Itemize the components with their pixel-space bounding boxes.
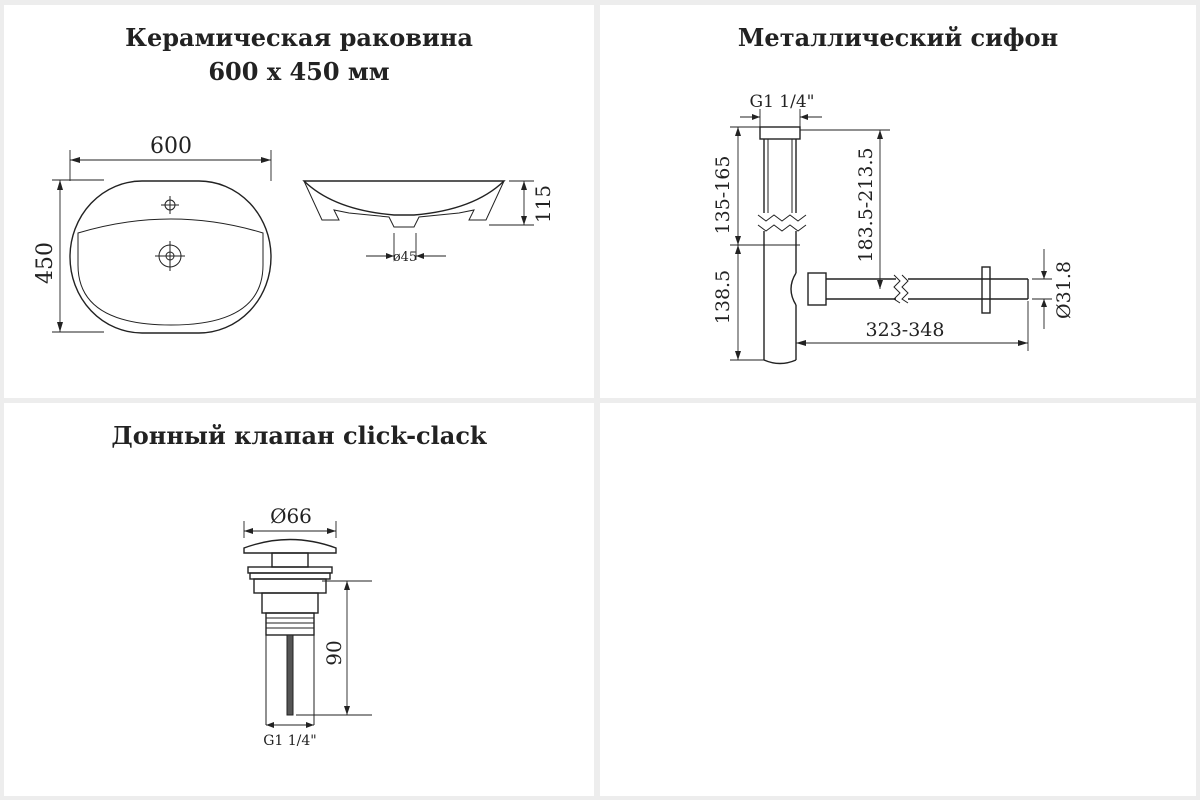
siphon-length-arrow-left	[796, 340, 806, 346]
valve-body	[262, 593, 318, 613]
siphon-bottom-cap	[764, 360, 796, 364]
valve-height-arrow-top	[344, 581, 350, 590]
siphon-top-nut	[760, 127, 800, 139]
siphon-total-arrow-bottom	[877, 280, 883, 289]
sink-depth-label: 115	[531, 184, 555, 224]
valve-thread-arrow-right	[306, 722, 314, 728]
valve-stem-rod	[287, 635, 293, 715]
valve-thread	[266, 613, 314, 635]
siphon-thread-arrow-left	[752, 114, 760, 120]
valve-thread-arrow-left	[266, 722, 274, 728]
siphon-outlet-bulb	[791, 273, 796, 305]
sink-title-line1: Керамическая раковина	[125, 23, 473, 52]
siphon-diameter-label: Ø31.8	[1053, 261, 1075, 319]
siphon-thread-label: G1 1/4"	[749, 92, 815, 112]
siphon-length-label: 323-348	[865, 319, 945, 341]
valve-dia-arrow-left	[244, 528, 253, 534]
valve-flange-2	[250, 573, 330, 579]
siphon-outlet-nut	[808, 273, 826, 305]
valve-cap-stem	[272, 553, 308, 567]
valve-thread-label: G1 1/4"	[263, 733, 317, 749]
valve-drawing	[4, 403, 594, 796]
siphon-break-bottom	[758, 225, 806, 231]
valve-title: Донный клапан click-clack	[111, 421, 487, 450]
sink-drain-label: ø45	[392, 250, 418, 265]
siphon-upper-height-label: 135-165	[712, 155, 734, 235]
empty-panel	[600, 403, 1196, 796]
siphon-total-arrow-top	[877, 130, 883, 139]
siphon-title: Металлический сифон	[737, 23, 1059, 52]
valve-height-arrow-bottom	[344, 706, 350, 715]
sink-height-label: 450	[33, 242, 58, 284]
valve-flange-1	[248, 567, 332, 573]
siphon-lower-arrow-top	[735, 245, 741, 254]
siphon-thread-arrow-right	[800, 114, 808, 120]
sink-depth-arrow-top	[521, 181, 527, 190]
valve-dia-arrow-right	[327, 528, 336, 534]
siphon-break-top	[758, 215, 806, 221]
sink-top-view-basin	[78, 219, 263, 325]
sink-side-view-base	[304, 181, 504, 227]
sink-height-arrow-top	[57, 180, 63, 190]
sink-width-arrow-right	[261, 157, 271, 163]
siphon-lower-height-label: 138.5	[712, 269, 734, 325]
siphon-dia-arrow-top	[1041, 271, 1047, 279]
sink-height-arrow-bottom	[57, 322, 63, 332]
sink-drain-arrow-right	[416, 253, 424, 259]
siphon-total-height-label: 183.5-213.5	[855, 147, 877, 263]
siphon-wall-flange	[982, 267, 990, 313]
siphon-panel	[600, 5, 1196, 398]
valve-panel	[4, 403, 594, 796]
sink-drawing	[4, 5, 594, 398]
sink-title-line2: 600 x 450 мм	[208, 57, 390, 86]
siphon-drawing	[600, 5, 1196, 398]
sink-width-label: 600	[150, 134, 192, 159]
siphon-dia-arrow-bottom	[1041, 299, 1047, 307]
valve-flange-3	[254, 579, 326, 593]
valve-cap	[244, 540, 336, 554]
siphon-upper-arrow-top	[735, 127, 741, 136]
sink-width-arrow-left	[70, 157, 80, 163]
sink-panel	[4, 5, 594, 398]
siphon-outlet-break-right	[902, 275, 908, 303]
sink-depth-arrow-bottom	[521, 216, 527, 225]
siphon-upper-arrow-bottom	[735, 236, 741, 245]
siphon-lower-arrow-bottom	[735, 351, 741, 360]
valve-height-label: 90	[322, 640, 346, 666]
siphon-length-arrow-right	[1018, 340, 1028, 346]
valve-diameter-label: Ø66	[270, 504, 312, 528]
